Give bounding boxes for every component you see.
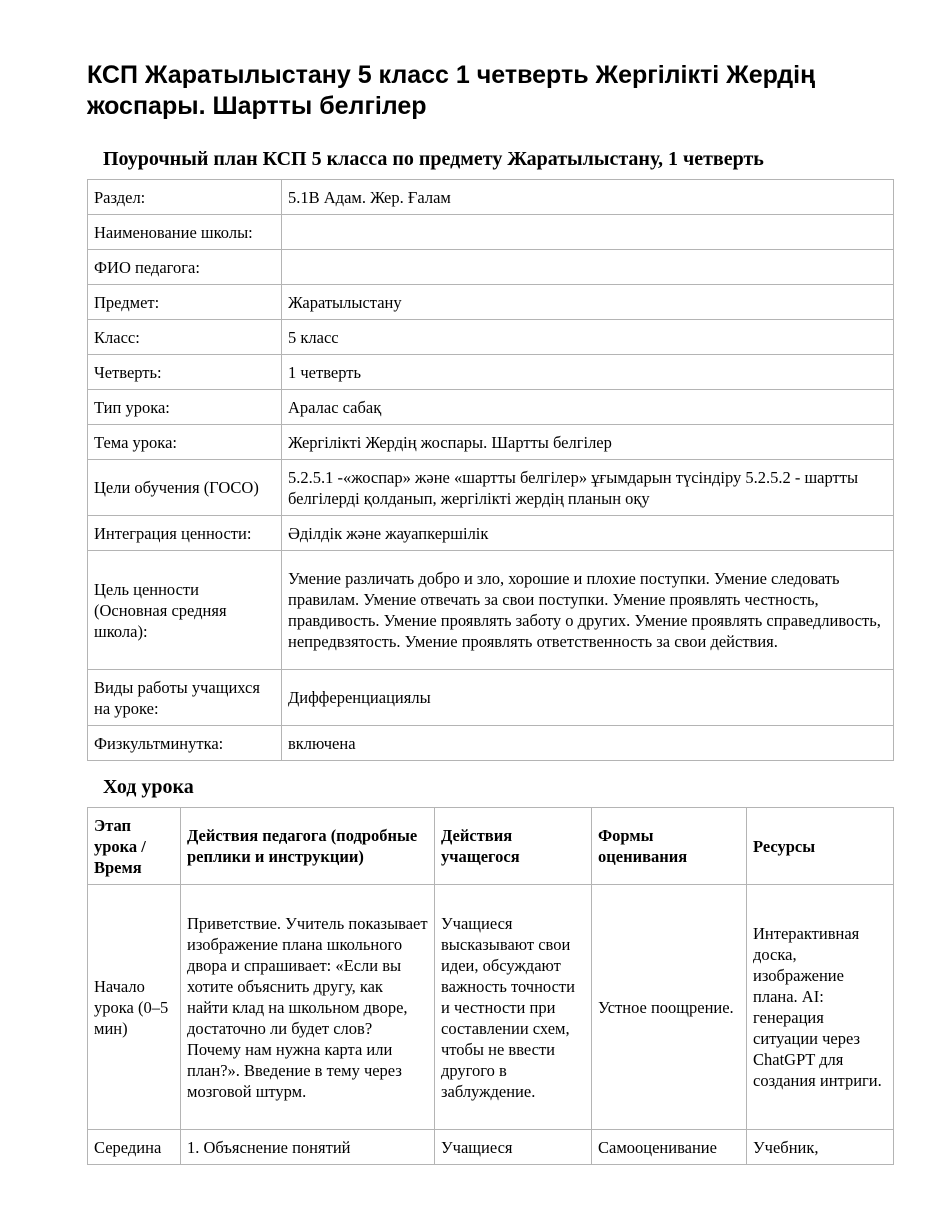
table-cell: Учащиеся: [435, 1130, 592, 1165]
info-value: [282, 250, 894, 285]
table-row: [88, 250, 894, 285]
info-value: Аралас сабақ: [282, 390, 894, 425]
info-label: Наименование школы:: [88, 215, 282, 250]
table-cell: Устное поощрение.: [592, 885, 747, 1130]
table-row: [88, 1130, 894, 1165]
info-value: включена: [282, 726, 894, 761]
info-label: Тип урока:: [88, 390, 282, 425]
table-cell: Начало урока (0–5 мин): [88, 885, 181, 1130]
column-header: Действия учащегося: [435, 808, 592, 885]
table-row: [88, 180, 894, 215]
plan-heading: Поурочный план КСП 5 класса по предмету Жаратылыстану, 1 четверть: [103, 148, 764, 170]
table-row: [88, 726, 894, 761]
info-value: [282, 215, 894, 250]
info-label: Виды работы учащихся на уроке:: [88, 670, 282, 726]
table-cell: Середина: [88, 1130, 181, 1165]
column-header: Формы оценивания: [592, 808, 747, 885]
table-row: [88, 670, 894, 726]
table-row: [88, 215, 894, 250]
table-cell: Интерактивная доска, изображение плана. AI: генерация ситуации через ChatGPT для создания интриги.: [747, 885, 894, 1130]
info-value: Умение различать добро и зло, хорошие и плохие поступки. Умение следовать правилам. Умение отвечать за свои поступки. Умение проявлять честность, правдивость. Умение проявлять заботу о других. Умение проявлять справедливость, непредвзятость. Умение проявлять ответственность за свои действия.: [282, 551, 894, 670]
info-value: 1 четверть: [282, 355, 894, 390]
table-row: [88, 516, 894, 551]
info-label: Цель ценности (Основная средняя школа):: [88, 551, 282, 670]
table-cell: Учащиеся высказывают свои идеи, обсуждают важность точности и честности при составлении схем, чтобы не ввести другого в заблуждение.: [435, 885, 592, 1130]
table-row: [88, 460, 894, 516]
column-header: Ресурсы: [747, 808, 894, 885]
lesson-flow-table: [87, 807, 894, 1165]
column-header: Действия педагога (подробные реплики и инструкции): [181, 808, 435, 885]
info-label: Четверть:: [88, 355, 282, 390]
info-label: Предмет:: [88, 285, 282, 320]
info-label: Тема урока:: [88, 425, 282, 460]
table-row: [88, 390, 894, 425]
table-cell: Учебник,: [747, 1130, 894, 1165]
info-value: Жергілікті Жердің жоспары. Шартты белгілер: [282, 425, 894, 460]
info-label: Цели обучения (ГОСО): [88, 460, 282, 516]
table-header-row: [88, 808, 894, 885]
info-value: Дифференциациялы: [282, 670, 894, 726]
table-row: [88, 885, 894, 1130]
table-cell: Самооценивание: [592, 1130, 747, 1165]
document-title: КСП Жаратылыстану 5 класс 1 четверть Жергілікті Жердің жоспары. Шартты белгілер: [87, 61, 816, 120]
table-row: [88, 425, 894, 460]
info-label: Физкультминутка:: [88, 726, 282, 761]
info-label: Раздел:: [88, 180, 282, 215]
info-value: Жаратылыстану: [282, 285, 894, 320]
table-cell: Приветствие. Учитель показывает изображение плана школьного двора и спрашивает: «Если вы хотите объяснить другу, как найти клад на школьном дворе, достаточно ли будет слов? Почему нам нужна карта или план?». Введение в тему через мозговой штурм.: [181, 885, 435, 1130]
lesson-heading: Ход урока: [103, 776, 194, 798]
info-value: Әділдік және жауапкершілік: [282, 516, 894, 551]
table-row: [88, 285, 894, 320]
info-value: 5.2.5.1 -«жоспар» және «шартты белгілер» ұғымдарын түсіндіру 5.2.5.2 - шартты белгілерді қолданып, жергілікті жердің планын оқу: [282, 460, 894, 516]
table-row: [88, 320, 894, 355]
info-label: ФИО педагога:: [88, 250, 282, 285]
info-value: 5 класс: [282, 320, 894, 355]
info-value: 5.1В Адам. Жер. Ғалам: [282, 180, 894, 215]
lesson-info-table: [87, 179, 894, 761]
info-label: Интеграция ценности:: [88, 516, 282, 551]
table-row: [88, 355, 894, 390]
table-row: [88, 551, 894, 670]
column-header: Этап урока / Время: [88, 808, 181, 885]
table-cell: 1. Объяснение понятий: [181, 1130, 435, 1165]
info-label: Класс:: [88, 320, 282, 355]
